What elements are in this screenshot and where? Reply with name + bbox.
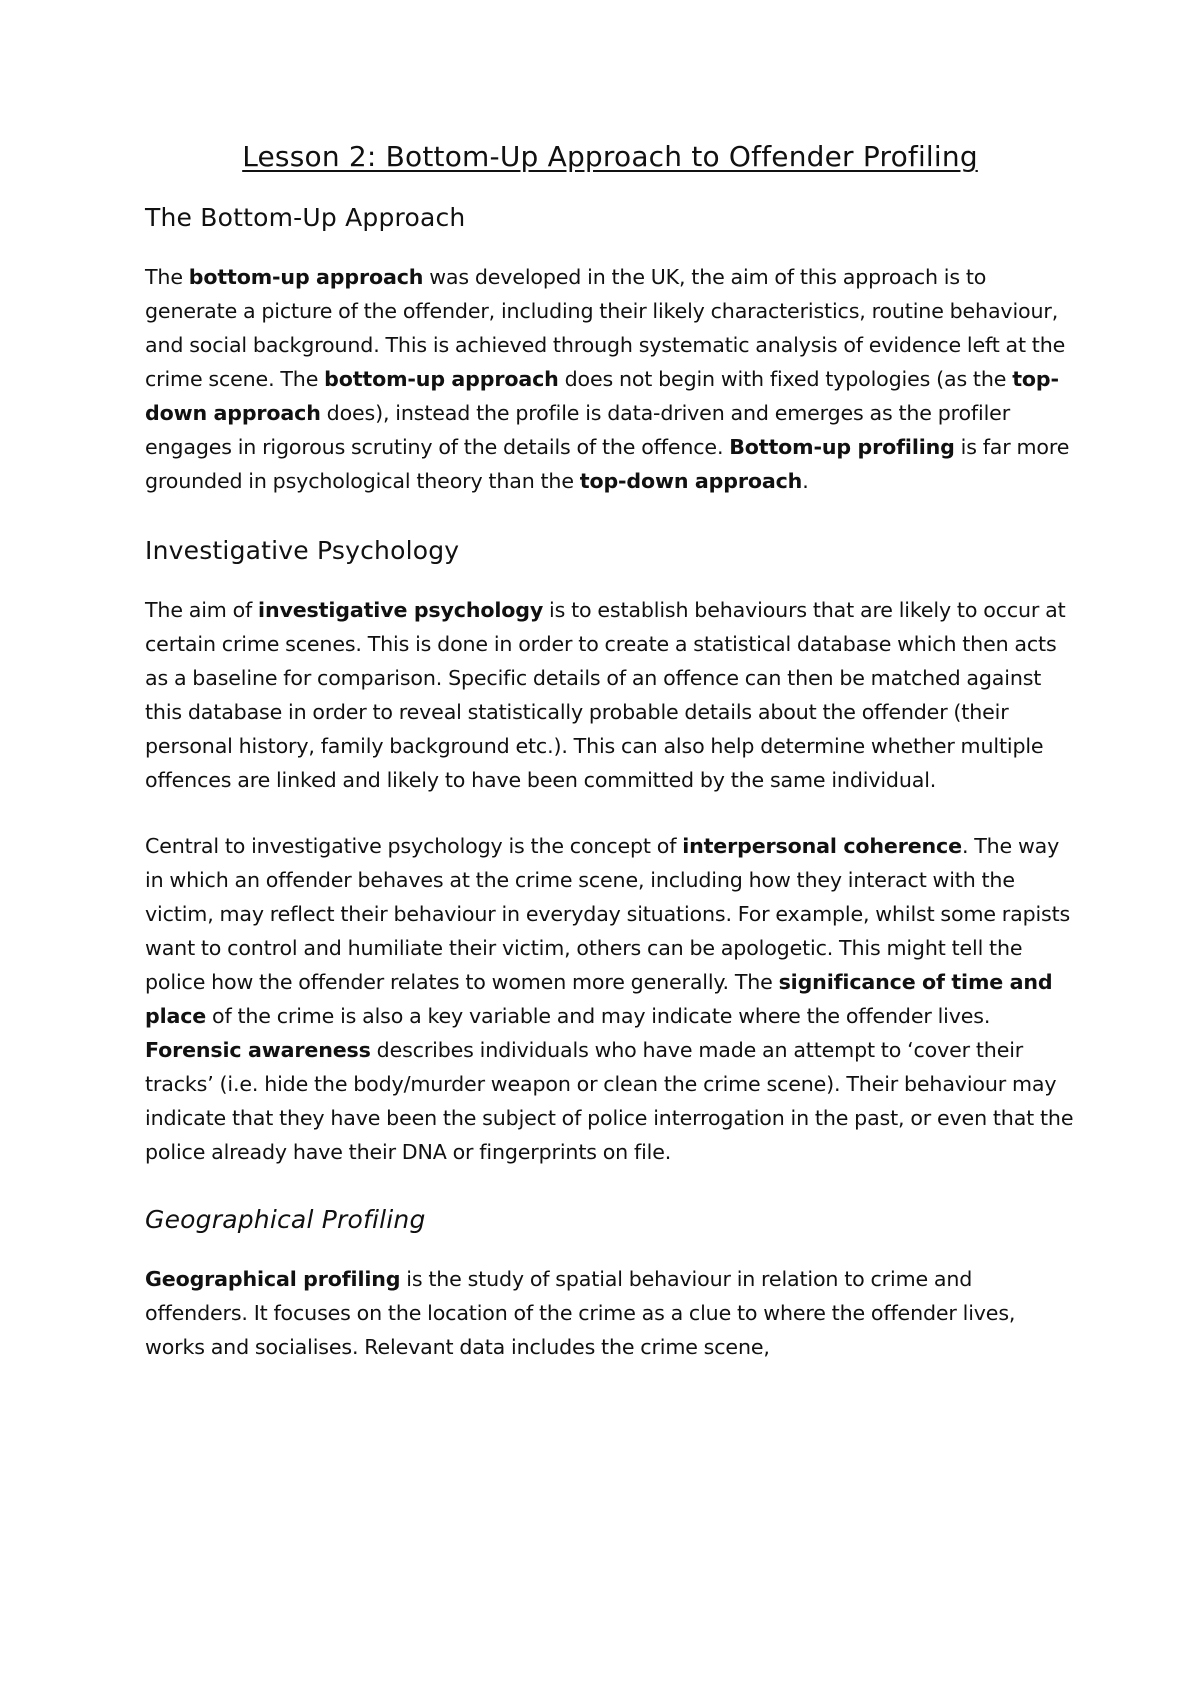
text-run: of the crime is also a key variable and may indicate where the offender lives. <box>206 1004 991 1028</box>
bold-term: investigative psychology <box>258 598 544 622</box>
bold-term: Bottom-up profiling <box>729 435 955 459</box>
text-run: describes individuals who have made an attempt to ‘cover their tracks’ (i.e. hide the body/murder weapon or clean the crime scene). Their behaviour may indicate that they have been the subject of police interrogation in the past, or even that the police already have their DNA or fingerprints on file. <box>145 1038 1074 1164</box>
text-run: Central to investigative psychology is the concept of <box>145 834 683 858</box>
bold-term: bottom-up approach <box>188 265 424 289</box>
section-heading: Investigative Psychology <box>145 536 460 565</box>
section-geographical-profiling <box>145 1205 1075 1364</box>
section-investigative-psychology <box>145 536 1075 1169</box>
bold-term: significance of time and place <box>145 970 1053 1028</box>
paragraph <box>145 593 1075 797</box>
paragraph <box>145 260 1075 498</box>
text-run: is far more grounded in psychological theory than the <box>145 435 1070 493</box>
section-bottom-up-approach <box>145 203 1075 498</box>
bold-term: interpersonal coherence <box>682 834 962 858</box>
text-run: does), instead the profile is data-driven and emerges as the profiler engages in rigorous scrutiny of the details of the offence. <box>145 401 1011 459</box>
text-run: is the study of spatial behaviour in relation to crime and offenders. It focuses on the location of the crime as a clue to where the offender lives, works and socialises. Relevant data includes the crime scene, <box>145 1267 1016 1359</box>
text-run: does not begin with fixed typologies (as the <box>558 367 1013 391</box>
text-run: The <box>145 265 189 289</box>
section-heading: Geographical Profiling <box>145 1205 426 1234</box>
document-title: Lesson 2: Bottom-Up Approach to Offender Profiling <box>242 140 978 173</box>
paragraph <box>145 1262 1075 1364</box>
bold-term: Geographical profiling <box>145 1267 401 1291</box>
bold-term: top-down approach <box>145 367 1059 425</box>
document-page <box>145 140 1075 1364</box>
text-run: is to establish behaviours that are likely to occur at certain crime scenes. This is done in order to create a statistical database which then acts as a baseline for comparison. Specific details of an offence can then be matched against this database in order to reveal statistically probable details about the offender (their personal history, family background etc.). This can also help determine whether multiple offences are linked and likely to have been committed by the same individual. <box>145 598 1066 792</box>
text-run: The aim of <box>145 598 259 622</box>
section-heading: The Bottom-Up Approach <box>145 203 466 232</box>
bold-term: bottom-up approach <box>324 367 559 391</box>
paragraph <box>145 829 1075 1169</box>
bold-term: Forensic awareness <box>145 1038 371 1062</box>
bold-term: top-down approach <box>579 469 803 493</box>
text-run: was developed in the UK, the aim of this approach is to generate a picture of the offender, including their likely characteristics, routine behaviour, and social background. This is achieved through systematic analysis of evidence left at the crime scene. The <box>145 265 1066 391</box>
text-run: . <box>802 469 809 493</box>
text-run: . The way in which an offender behaves at the crime scene, including how they interact with the victim, may reflect their behaviour in everyday situations. For example, whilst some rapists want to control and humiliate their victim, others can be apologetic. This might tell the police how the offender relates to women more generally. The <box>145 834 1071 994</box>
